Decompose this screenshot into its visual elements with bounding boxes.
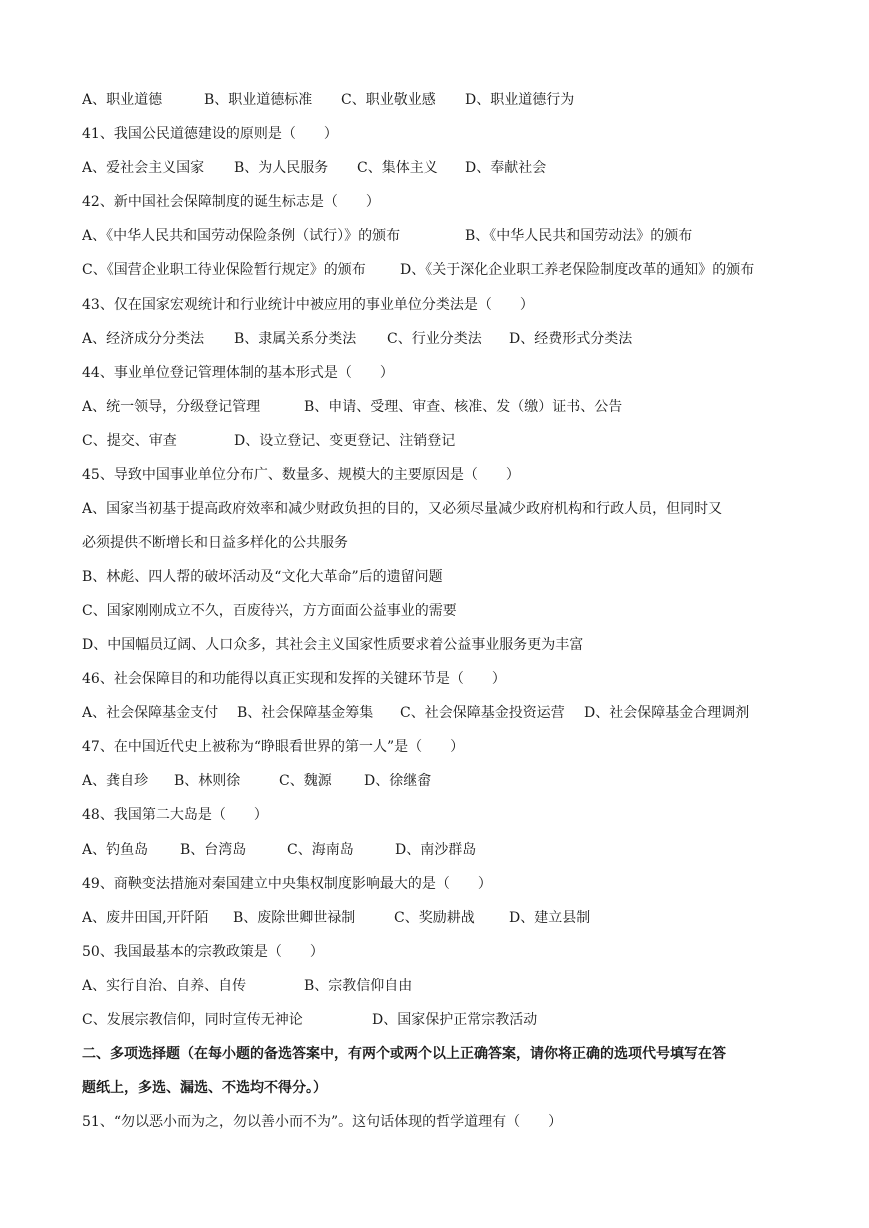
option-a: A、龚自珍 — [82, 773, 149, 789]
option-d: D、南沙群岛 — [395, 842, 477, 858]
option-a-line1: A、国家当初基于提高政府效率和减少财政负担的目的，又必须尽量减少政府机构和行政人员，但同时又 — [82, 501, 723, 517]
option-c: C、《国营企业职工待业保险暂行规定》的颁布 — [82, 262, 366, 278]
option-b: B、宗教信仰自由 — [304, 978, 413, 994]
options-q47 — [82, 772, 792, 790]
options-q44-row2 — [82, 432, 792, 450]
option-b: B、台湾岛 — [180, 842, 247, 858]
option-b: B、申请、受理、审查、核准、发（缴）证书、公告 — [304, 399, 623, 415]
option-d: D、奉献社会 — [465, 160, 547, 176]
option-d: D、设立登记、变更登记、注销登记 — [234, 433, 456, 449]
option-c: C、社会保障基金投资运营 — [400, 705, 565, 721]
option-a: A、统一领导，分级登记管理 — [82, 399, 261, 415]
option-c: C、国家刚刚成立不久，百废待兴，方方面面公益事业的需要 — [82, 603, 457, 619]
option-d: D、徐继畲 — [364, 773, 432, 789]
option-a-line2: 必须提供不断增长和日益多样化的公共服务 — [82, 535, 348, 551]
option-b: B、林彪、四人帮的破坏活动及“文化大革命”后的遗留问题 — [82, 569, 443, 585]
option-c: C、提交、审查 — [82, 433, 177, 449]
option-a: A、废井田国,开阡陌 — [82, 910, 209, 926]
option-d: D、中国幅员辽阔、人口众多，其社会主义国家性质要求着公益事业服务更为丰富 — [82, 637, 584, 653]
option-c: C、发展宗教信仰，同时宣传无神论 — [82, 1012, 303, 1028]
question-45: 45、导致中国事业单位分布广、数量多、规模大的主要原因是（ ） — [82, 467, 520, 483]
options-q50-row1 — [82, 977, 792, 995]
option-b: B、职业道德标准 — [204, 92, 313, 108]
option-a: A、《中华人民共和国劳动保险条例（试行）》的颁布 — [82, 228, 401, 244]
option-a: A、钓鱼岛 — [82, 842, 149, 858]
options-q46 — [82, 704, 792, 722]
option-c: C、魏源 — [279, 773, 332, 789]
options-q44-row1 — [82, 398, 792, 416]
options-q49 — [82, 909, 792, 927]
question-44: 44、事业单位登记管理体制的基本形式是（ ） — [82, 365, 394, 381]
options-q42-row2 — [82, 261, 792, 279]
option-d: D、建立县制 — [509, 910, 591, 926]
option-c: C、集体主义 — [357, 160, 438, 176]
option-c: C、职业敬业感 — [341, 92, 436, 108]
question-48: 48、我国第二大岛是（ ） — [82, 807, 268, 823]
question-51: 51、“勿以恶小而为之，勿以善小而不为”。这句话体现的哲学道理有（ ） — [82, 1114, 563, 1130]
option-d: D、国家保护正常宗教活动 — [372, 1012, 538, 1028]
question-43: 43、仅在国家宏观统计和行业统计中被应用的事业单位分类法是（ ） — [82, 297, 534, 313]
question-41: 41、我国公民道德建设的原则是（ ） — [82, 126, 338, 142]
option-a: A、经济成分分类法 — [82, 331, 205, 347]
question-49: 49、商鞅变法措施对秦国建立中央集权制度影响最大的是（ ） — [82, 876, 492, 892]
option-d: D、社会保障基金合理调剂 — [584, 705, 750, 721]
options-q40 — [82, 91, 792, 109]
option-a: A、职业道德 — [82, 92, 163, 108]
question-50: 50、我国最基本的宗教政策是（ ） — [82, 944, 324, 960]
option-d: D、《关于深化企业职工养老保险制度改革的通知》的颁布 — [400, 262, 755, 278]
option-c: C、奖励耕战 — [394, 910, 475, 926]
question-42: 42、新中国社会保障制度的诞生标志是（ ） — [82, 194, 380, 210]
option-a: A、实行自治、自养、自传 — [82, 978, 247, 994]
option-a: A、社会保障基金支付 — [82, 705, 219, 721]
option-d: D、职业道德行为 — [465, 92, 575, 108]
option-b: B、隶属关系分类法 — [234, 331, 357, 347]
options-q42-row1 — [82, 227, 792, 245]
option-a: A、爱社会主义国家 — [82, 160, 205, 176]
option-b: B、《中华人民共和国劳动法》的颁布 — [465, 228, 693, 244]
options-q48 — [82, 841, 792, 859]
question-47: 47、在中国近代史上被称为“睁眼看世界的第一人”是（ ） — [82, 739, 465, 755]
options-q50-row2 — [82, 1011, 792, 1029]
option-b: B、废除世卿世禄制 — [233, 910, 356, 926]
options-q43 — [82, 330, 792, 348]
option-d: D、经费形式分类法 — [509, 331, 633, 347]
option-b: B、社会保障基金筹集 — [237, 705, 374, 721]
option-b: B、林则徐 — [174, 773, 241, 789]
option-c: C、海南岛 — [287, 842, 354, 858]
options-q41 — [82, 159, 792, 177]
section-heading-line1: 二、多项选择题（在每小题的备选答案中，有两个或两个以上正确答案，请你将正确的选项代号填写在答 — [82, 1046, 726, 1062]
option-b: B、为人民服务 — [234, 160, 329, 176]
option-c: C、行业分类法 — [387, 331, 482, 347]
question-46: 46、社会保障目的和功能得以真正实现和发挥的关键环节是（ ） — [82, 671, 506, 687]
section-heading-line2: 题纸上，多选、漏选、不选均不得分。） — [82, 1080, 327, 1096]
